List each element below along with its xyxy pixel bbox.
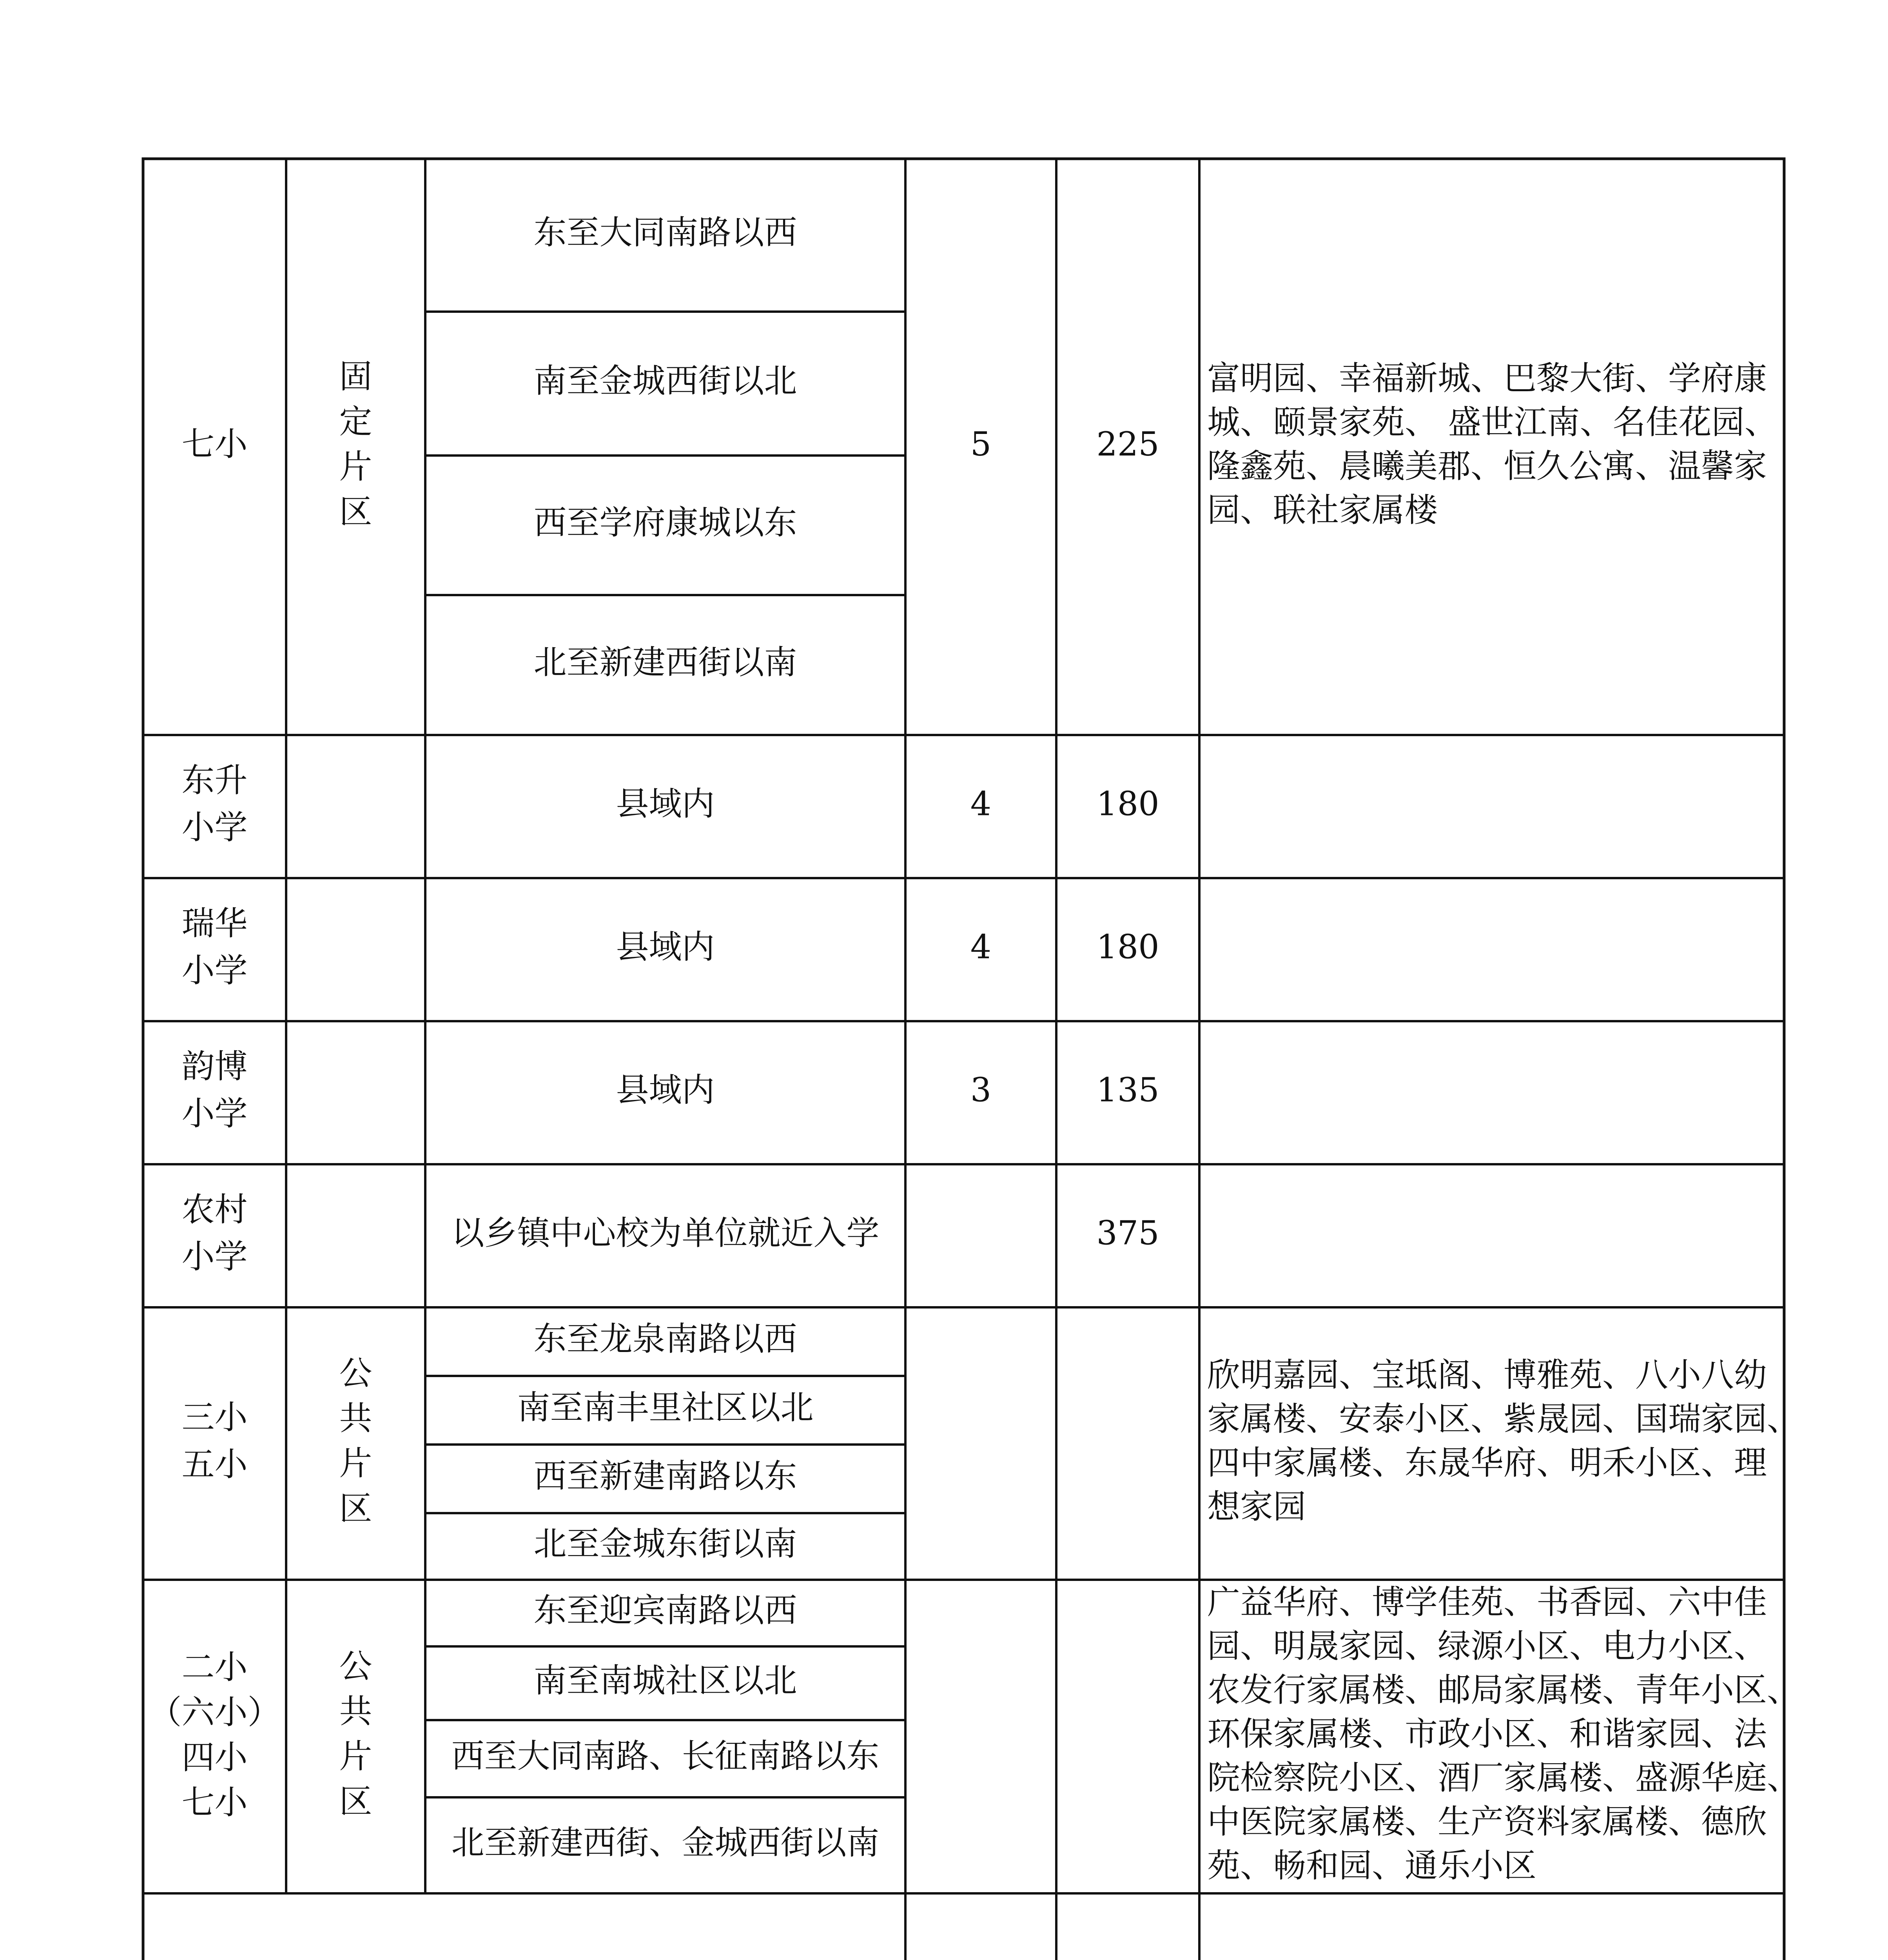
zone-type: 片 (339, 1444, 372, 1483)
boundary-text: 西至学府康城以东 (533, 503, 797, 542)
boundary-text: 县域内 (616, 927, 715, 966)
community-list-line: 环保家属楼、市政小区、和谐家园、法 (1207, 1715, 1767, 1753)
community-list-line: 四中家属楼、东晟华府、明禾小区、理 (1207, 1443, 1767, 1482)
boundary-text: 南至南城社区以北 (533, 1661, 797, 1700)
boundary-text: 北至新建西街以南 (533, 643, 797, 682)
class-count: 5 (970, 425, 992, 463)
boundary-text: 以乡镇中心校为单位就近入学 (451, 1214, 880, 1252)
school-name: 韵博 (181, 1047, 248, 1086)
school-name: 七小 (181, 425, 248, 463)
community-list-line: 富明园、幸福新城、巴黎大街、学府康 (1207, 359, 1767, 397)
zone-type: 片 (339, 447, 372, 486)
boundary-text: 北至新建西街、金城西街以南 (451, 1823, 880, 1862)
community-list-line: 园、联社家属楼 (1207, 491, 1438, 529)
community-list-line: 家属楼、安泰小区、紫晟园、国瑞家园、 (1207, 1399, 1800, 1438)
boundary-text: 东至龙泉南路以西 (533, 1319, 797, 1358)
zone-type: 区 (339, 1782, 372, 1821)
school-name: 小学 (181, 1237, 248, 1276)
zone-type: 区 (339, 1489, 372, 1528)
zone-type: 共 (339, 1399, 372, 1437)
school-name: 三小 (181, 1398, 248, 1437)
student-count: 180 (1096, 927, 1159, 966)
student-count: 375 (1096, 1214, 1159, 1252)
zone-type: 公 (339, 1354, 372, 1392)
school-name: 五小 (181, 1445, 248, 1484)
community-list-line: 隆鑫苑、晨曦美郡、恒久公寓、温馨家 (1207, 447, 1767, 485)
boundary-text: 北至金城东街以南 (533, 1524, 797, 1563)
school-name: 七小 (181, 1783, 248, 1822)
school-name: 四小 (181, 1738, 248, 1777)
school-name: 瑞华 (181, 904, 248, 943)
boundary-text: 县域内 (616, 1071, 715, 1109)
boundary-text: 县域内 (616, 784, 715, 823)
boundary-text: 南至南丰里社区以北 (517, 1388, 814, 1427)
boundary-text: 东至迎宾南路以西 (533, 1591, 797, 1630)
community-list-line: 苑、畅和园、通乐小区 (1207, 1846, 1537, 1885)
community-list-line: 想家园 (1207, 1487, 1306, 1526)
zone-type: 公 (339, 1647, 372, 1686)
class-count: 3 (970, 1071, 992, 1109)
community-list-line: 中医院家属楼、生产资料家属楼、德欣 (1207, 1802, 1767, 1841)
zone-type: 固 (339, 357, 372, 396)
school-name: 小学 (181, 951, 248, 990)
community-list-line: 园、明晟家园、绿源小区、电力小区、 (1207, 1627, 1767, 1665)
student-count: 180 (1096, 784, 1159, 823)
student-count: 225 (1096, 425, 1159, 463)
community-list-line: 农发行家属楼、邮局家属楼、青年小区、 (1207, 1671, 1800, 1709)
zone-type: 片 (339, 1737, 372, 1776)
boundary-text: 西至大同南路、长征南路以东 (451, 1737, 880, 1775)
community-list-line: 欣明嘉园、宝坻阁、博雅苑、八小八幼 (1207, 1356, 1767, 1394)
boundary-text: 东至大同南路以西 (533, 213, 797, 252)
school-name: 东升 (181, 761, 248, 800)
class-count: 4 (970, 784, 992, 823)
school-name: 小学 (181, 1094, 248, 1133)
zone-type: 共 (339, 1692, 372, 1731)
school-name: （六小） (149, 1693, 281, 1731)
zone-type: 定 (339, 402, 372, 441)
school-name: 二小 (181, 1648, 248, 1686)
class-count: 4 (970, 927, 992, 966)
boundary-text: 南至金城西街以北 (533, 361, 797, 400)
school-name: 小学 (181, 808, 248, 847)
zone-type: 区 (339, 492, 372, 531)
boundary-text: 西至新建南路以东 (533, 1457, 797, 1495)
community-list-line: 院检察院小区、酒厂家属楼、盛源华庭、 (1207, 1759, 1800, 1797)
community-list-line: 城、颐景家苑、 盛世江南、名佳花园、 (1207, 403, 1777, 441)
community-list-line: 广益华府、博学佳苑、书香园、六中佳 (1207, 1583, 1767, 1621)
student-count: 135 (1096, 1071, 1159, 1109)
school-name: 农村 (181, 1190, 248, 1229)
